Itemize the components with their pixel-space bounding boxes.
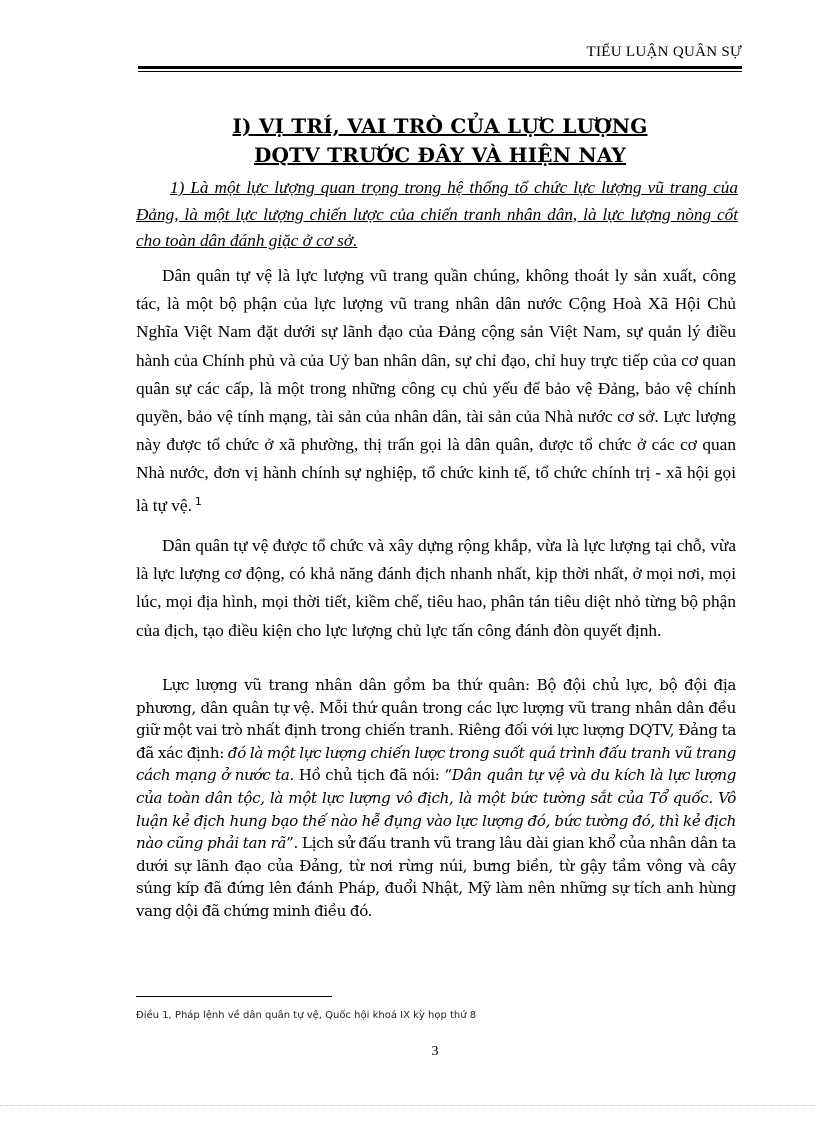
running-header: TIỂU LUẬN QUÂN SỰ — [586, 44, 742, 60]
header-rule — [138, 66, 742, 72]
ho-chi-minh-quote: Dân quân tự vệ và du kích là lực lượng của toàn dân tộc, là một lực lượng vô địch, là một bức tường sắt của Tổ quốc. Vô luận kẻ địch hung bạo thế nào hễ đụng vào lực lượng đó, bức tường đó, thì kẻ địch nào cũng phải tan rã — [136, 766, 737, 853]
paragraph-2: Dân quân tự vệ được tổ chức và xây dựng rộng khắp, vừa là lực lượng tại chỗ, vừa là lực lượng cơ động, có khả năng đánh địch nhanh nhất, kịp thời nhất, ở mọi nơi, mọi lúc, mọi địa hình, mọi thời tiết, kiềm chế, tiêu hao, phân tán tiêu diệt nhỏ từng bộ phận của địch, tạo điều kiện cho lực lượng chủ lực tấn công đánh đòn quyết định. — [136, 536, 736, 640]
paragraph-1 — [136, 262, 736, 520]
subsection-heading: 1) Là một lực lượng quan trọng trong hệ thống tổ chức lực lượng vũ trang của Đảng, là một lực lượng chiến lược của chiến tranh nhân dân, là lực lượng nòng cốt cho toàn dân đánh giặc ở cơ sở. — [136, 178, 738, 250]
section-title-line-2: DQTV TRƯỚC ĐÂY VÀ HIỆN NAY — [253, 143, 627, 167]
paragraph-3-text-c: Hồ chủ tịch đã nói: “ — [293, 766, 452, 785]
footnote-reference[interactable]: 1 — [194, 494, 202, 508]
paragraph-3-italic-b: đó là một lực lượng chiến lược trong suốt quá trình đấu tranh vũ trang cách mạng ở nước ta. — [136, 743, 736, 785]
footnote: Điều 1, Pháp lệnh về dân quân tự vệ, Quốc hội khoá IX kỳ họp thứ 8 — [136, 1010, 477, 1021]
footnote-separator — [136, 996, 332, 997]
paragraph-3-text-a: Lực lượng vũ trang nhân dân gồm ba thứ quân: Bộ đội chủ lực, bộ đội địa phương, dân quân tự vệ. Mỗi thứ quân trong các lực lượng vũ trang nhân dân đều giữ một vai trò nhất định trong chiến tranh. Riêng đối với lực lượng DQTV, Đảng ta đã xác định: — [136, 676, 736, 762]
section-title — [138, 112, 742, 170]
page-boundary — [0, 1105, 816, 1106]
section-title-line-1: I) VỊ TRÍ, VAI TRÒ CỦA LỰC LƯỢNG — [232, 114, 648, 138]
page-number: 3 — [431, 1044, 439, 1059]
paragraph-3 — [136, 674, 736, 923]
paragraph-1-text: Dân quân tự vệ là lực lượng vũ trang quần chúng, không thoát ly sản xuất, công tác, là một bộ phận của lực lượng vũ trang nhân dân nước Cộng Hoà Xã Hội Chủ Nghĩa Việt Nam đặt dưới sự lãnh đạo của Đảng cộng sản Việt Nam, sự quản lý điều hành của Chính phủ và của Uỷ ban nhân dân, sự chỉ đạo, chỉ huy trực tiếp của cơ quan quân sự các cấp, là một trong những công cụ chủ yếu để bảo vệ Đảng, bảo vệ chính quyền, bảo vệ tính mạng, tài sản của nhân dân, tài sản của Nhà nước cơ sở. Lực lượng này được tổ chức ở xã phường, thị trấn gọi là dân quân, được tổ chức ở các cơ quan Nhà nước, đơn vị hành chính sự nghiệp, tổ chức kinh tế, tổ chức chính trị - xã hội gọi là tự vệ. — [136, 266, 736, 515]
paragraph-3-text-e: ”. Lịch sử đấu tranh vũ trang lâu dài gian khổ của nhân dân ta dưới sự lãnh đạo của Đảng, từ nơi rừng núi, bưng biền, từ gậy tầm vông và cây súng kíp đã đứng lên đánh Pháp, đuổi Nhật, Mỹ làm nên những sự tích anh hùng vang dội đã chứng minh điều đó. — [136, 834, 736, 920]
